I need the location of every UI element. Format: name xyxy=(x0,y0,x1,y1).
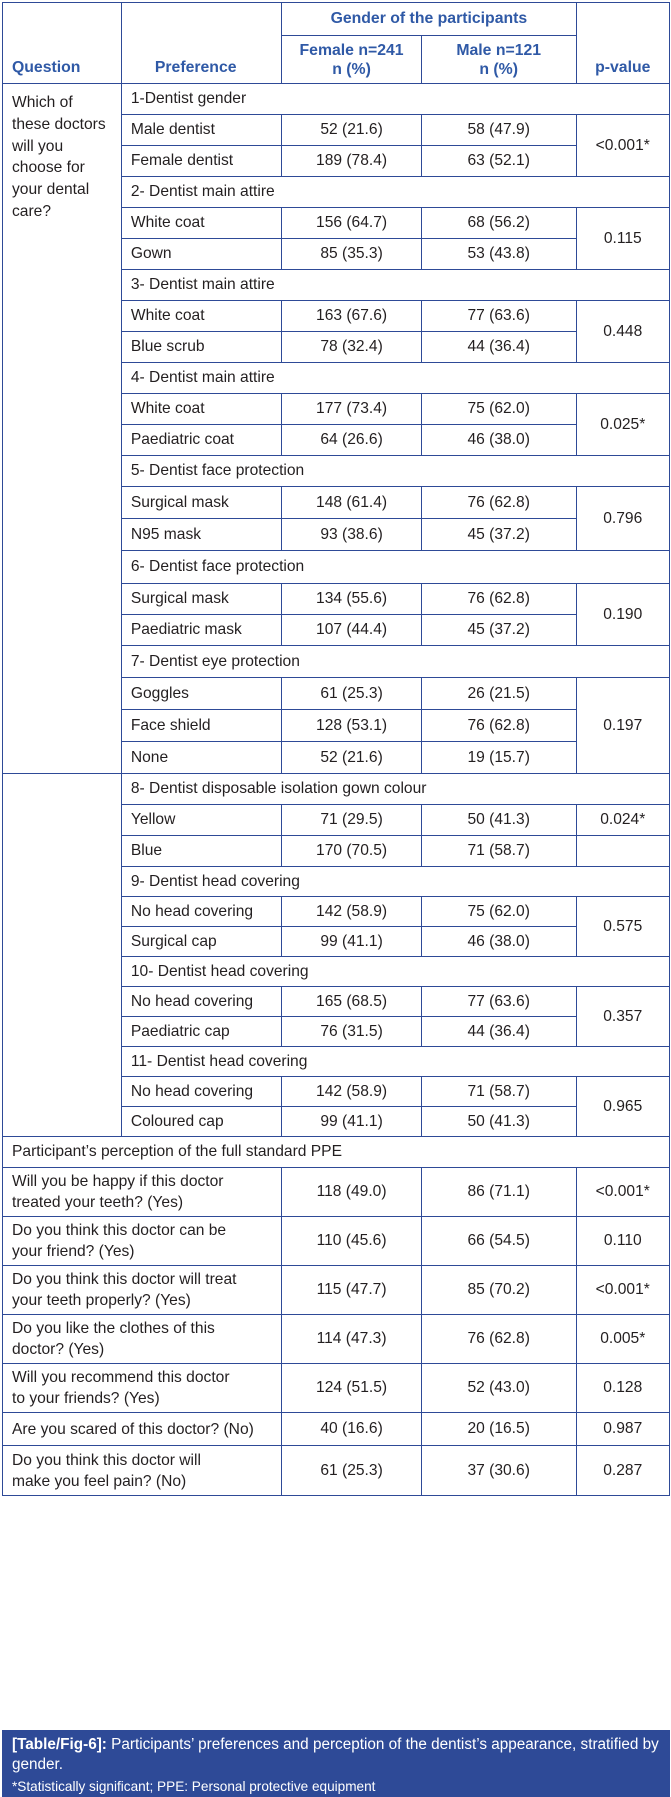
male-value: 76 (62.8) xyxy=(421,1315,576,1364)
p-value: 0.287 xyxy=(576,1446,670,1496)
perception-row xyxy=(3,1266,670,1315)
option-label: Surgical cap xyxy=(121,927,281,957)
option-label: No head covering xyxy=(121,897,281,927)
p-value: 0.190 xyxy=(576,584,670,646)
caption-note: *Statistically significant; PPE: Personal protective equipment xyxy=(12,1779,376,1794)
male-value: 77 (63.6) xyxy=(421,987,576,1017)
section-title: 9- Dentist head covering xyxy=(121,867,669,897)
option-label: Paediatric coat xyxy=(121,425,281,456)
male-value: 66 (54.5) xyxy=(421,1217,576,1266)
male-value: 71 (58.7) xyxy=(421,1077,576,1107)
perception-question-line2: your friend? (Yes) xyxy=(12,1243,135,1260)
male-value: 26 (21.5) xyxy=(421,678,576,710)
p-value: 0.110 xyxy=(576,1217,670,1266)
perception-question-line1: Are you scared of this doctor? (No) xyxy=(12,1420,254,1438)
option-label: Paediatric mask xyxy=(121,615,281,646)
header-male xyxy=(421,36,576,84)
option-label: None xyxy=(121,742,281,774)
female-value: 134 (55.6) xyxy=(282,584,422,615)
perception-question xyxy=(3,1446,282,1496)
p-value: <0.001* xyxy=(576,1266,670,1315)
female-value: 148 (61.4) xyxy=(282,487,422,519)
female-value: 40 (16.6) xyxy=(282,1413,422,1446)
female-value: 142 (58.9) xyxy=(282,897,422,927)
female-value: 142 (58.9) xyxy=(282,1077,422,1107)
female-value: 110 (45.6) xyxy=(282,1217,422,1266)
section-title: 6- Dentist face protection xyxy=(121,551,669,584)
option-label: White coat xyxy=(121,208,281,239)
perception-question-line1: Do you think this doctor can be xyxy=(12,1222,227,1239)
male-value: 86 (71.1) xyxy=(421,1168,576,1217)
perception-row xyxy=(3,1364,670,1413)
p-value: 0.575 xyxy=(576,897,670,957)
section-title: 2- Dentist main attire xyxy=(121,177,669,208)
perception-question-line1: Will you recommend this doctor xyxy=(12,1369,230,1386)
perception-question-line1: Do you think this doctor will xyxy=(12,1451,201,1469)
header-female xyxy=(282,36,422,84)
results-table xyxy=(2,2,670,1496)
perception-question xyxy=(3,1168,282,1217)
perception-question xyxy=(3,1364,282,1413)
male-value: 71 (58.7) xyxy=(421,836,576,867)
section-title: 8- Dentist disposable isolation gown colour xyxy=(121,774,669,805)
perception-question-line1: Do you like the clothes of this xyxy=(12,1320,215,1337)
male-value: 19 (15.7) xyxy=(421,742,576,774)
p-value: 0.025* xyxy=(576,394,670,456)
option-label: N95 mask xyxy=(121,519,281,551)
option-label: Face shield xyxy=(121,710,281,742)
p-value: 0.005* xyxy=(576,1315,670,1364)
female-value: 61 (25.3) xyxy=(282,678,422,710)
section-title-row xyxy=(3,774,670,805)
p-value: 0.987 xyxy=(576,1413,670,1446)
perception-question-line1: Will you be happy if this doctor xyxy=(12,1173,224,1190)
option-label: White coat xyxy=(121,394,281,425)
header-pvalue: p-value xyxy=(576,3,670,84)
p-value: 0.357 xyxy=(576,987,670,1047)
option-label: Blue xyxy=(121,836,281,867)
female-value: 99 (41.1) xyxy=(282,927,422,957)
section-title: 5- Dentist face protection xyxy=(121,456,669,487)
option-label: Yellow xyxy=(121,805,281,836)
header-male-label: Male n=121 xyxy=(456,41,542,59)
female-value: 52 (21.6) xyxy=(282,742,422,774)
perception-question xyxy=(3,1266,282,1315)
female-value: 128 (53.1) xyxy=(282,710,422,742)
male-value: 44 (36.4) xyxy=(421,1017,576,1047)
perception-question-line1: Do you think this doctor will treat xyxy=(12,1271,237,1288)
female-value: 177 (73.4) xyxy=(282,394,422,425)
header-male-unit: n (%) xyxy=(479,60,518,78)
female-value: 78 (32.4) xyxy=(282,332,422,363)
perception-row xyxy=(3,1413,670,1446)
option-label: Paediatric cap xyxy=(121,1017,281,1047)
female-value: 71 (29.5) xyxy=(282,805,422,836)
p-value: 0.128 xyxy=(576,1364,670,1413)
option-label: Male dentist xyxy=(121,115,281,146)
p-value: 0.796 xyxy=(576,487,670,551)
male-value: 63 (52.1) xyxy=(421,146,576,177)
perception-question-line2: to your friends? (Yes) xyxy=(12,1390,160,1407)
male-value: 50 (41.3) xyxy=(421,805,576,836)
section-title: 1-Dentist gender xyxy=(121,84,669,115)
female-value: 189 (78.4) xyxy=(282,146,422,177)
female-value: 156 (64.7) xyxy=(282,208,422,239)
caption-main xyxy=(12,1735,660,1775)
section-title-row xyxy=(3,84,670,115)
perception-title-row xyxy=(3,1137,670,1168)
header-female-label: Female n=241 xyxy=(299,41,404,59)
male-value: 50 (41.3) xyxy=(421,1107,576,1137)
male-value: 44 (36.4) xyxy=(421,332,576,363)
option-label: Coloured cap xyxy=(121,1107,281,1137)
perception-question-line2: doctor? (Yes) xyxy=(12,1341,105,1358)
male-value: 75 (62.0) xyxy=(421,394,576,425)
header-question: Question xyxy=(3,3,122,84)
female-value: 107 (44.4) xyxy=(282,615,422,646)
option-label: Female dentist xyxy=(121,146,281,177)
option-label: No head covering xyxy=(121,1077,281,1107)
female-value: 118 (49.0) xyxy=(282,1168,422,1217)
caption-text: Participants’ preferences and perception of the dentist’s appearance, stratified by gender. xyxy=(12,1736,659,1773)
p-value: 0.197 xyxy=(576,678,670,774)
section-title: 7- Dentist eye protection xyxy=(121,646,669,678)
female-value: 93 (38.6) xyxy=(282,519,422,551)
option-label: Gown xyxy=(121,239,281,270)
male-value: 77 (63.6) xyxy=(421,301,576,332)
perception-question xyxy=(3,1217,282,1266)
female-value: 124 (51.5) xyxy=(282,1364,422,1413)
p-value: <0.001* xyxy=(576,1168,670,1217)
female-value: 165 (68.5) xyxy=(282,987,422,1017)
section-title: 3- Dentist main attire xyxy=(121,270,669,301)
perception-question xyxy=(3,1413,282,1446)
p-value-empty xyxy=(576,836,670,867)
female-value: 52 (21.6) xyxy=(282,115,422,146)
male-value: 76 (62.8) xyxy=(421,487,576,519)
female-value: 76 (31.5) xyxy=(282,1017,422,1047)
header-female-unit: n (%) xyxy=(332,60,371,78)
male-value: 53 (43.8) xyxy=(421,239,576,270)
female-value: 64 (26.6) xyxy=(282,425,422,456)
perception-row xyxy=(3,1315,670,1364)
male-value: 75 (62.0) xyxy=(421,897,576,927)
header-gender-group: Gender of the participants xyxy=(282,3,576,36)
perception-question-line2: make you feel pain? (No) xyxy=(12,1472,187,1490)
female-value: 115 (47.7) xyxy=(282,1266,422,1315)
option-label: Surgical mask xyxy=(121,487,281,519)
perception-title: Participant’s perception of the full standard PPE xyxy=(3,1137,670,1168)
p-value: <0.001* xyxy=(576,115,670,177)
male-value: 20 (16.5) xyxy=(421,1413,576,1446)
male-value: 37 (30.6) xyxy=(421,1446,576,1496)
section-title: 10- Dentist head covering xyxy=(121,957,669,987)
perception-question xyxy=(3,1315,282,1364)
male-value: 45 (37.2) xyxy=(421,615,576,646)
perception-question-line2: treated your teeth? (Yes) xyxy=(12,1194,184,1211)
perception-question-line2: your teeth properly? (Yes) xyxy=(12,1292,191,1309)
male-value: 85 (70.2) xyxy=(421,1266,576,1315)
question-cell-empty xyxy=(3,774,122,1137)
option-label: No head covering xyxy=(121,987,281,1017)
male-value: 76 (62.8) xyxy=(421,710,576,742)
female-value: 114 (47.3) xyxy=(282,1315,422,1364)
section-title: 4- Dentist main attire xyxy=(121,363,669,394)
perception-row xyxy=(3,1217,670,1266)
female-value: 99 (41.1) xyxy=(282,1107,422,1137)
table-body xyxy=(3,84,670,1496)
p-value: 0.024* xyxy=(576,805,670,836)
option-label: White coat xyxy=(121,301,281,332)
caption-label: [Table/Fig-6]: xyxy=(12,1736,107,1753)
male-value: 58 (47.9) xyxy=(421,115,576,146)
table-caption xyxy=(2,1730,670,1797)
male-value: 68 (56.2) xyxy=(421,208,576,239)
option-label: Goggles xyxy=(121,678,281,710)
male-value: 52 (43.0) xyxy=(421,1364,576,1413)
table-header xyxy=(3,3,670,84)
male-value: 76 (62.8) xyxy=(421,584,576,615)
perception-row xyxy=(3,1446,670,1496)
header-preference: Preference xyxy=(121,3,281,84)
p-value: 0.115 xyxy=(576,208,670,270)
question-cell: Which of these doctors will you choose for your dental care? xyxy=(3,84,122,774)
option-label: Surgical mask xyxy=(121,584,281,615)
p-value: 0.448 xyxy=(576,301,670,363)
female-value: 170 (70.5) xyxy=(282,836,422,867)
male-value: 45 (37.2) xyxy=(421,519,576,551)
perception-row xyxy=(3,1168,670,1217)
male-value: 46 (38.0) xyxy=(421,425,576,456)
female-value: 61 (25.3) xyxy=(282,1446,422,1496)
section-title: 11- Dentist head covering xyxy=(121,1047,669,1077)
male-value: 46 (38.0) xyxy=(421,927,576,957)
female-value: 85 (35.3) xyxy=(282,239,422,270)
p-value: 0.965 xyxy=(576,1077,670,1137)
female-value: 163 (67.6) xyxy=(282,301,422,332)
option-label: Blue scrub xyxy=(121,332,281,363)
